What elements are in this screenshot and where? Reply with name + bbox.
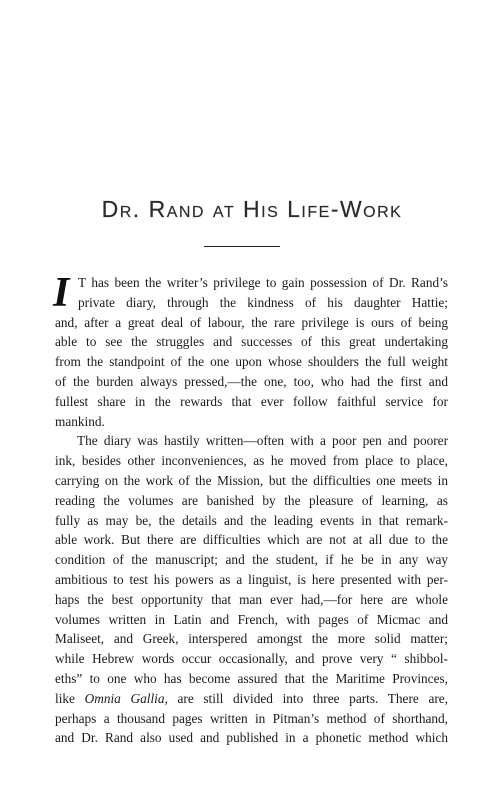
text-line: carrying on the work of the Mission, but the difficulties one meets in [55,472,448,488]
text-line: reading the volumes are banished by the pleasure of learning, as [55,492,448,508]
chapter-title: Dr. Rand at His Life-Work [101,196,403,222]
text-line: of the burden always pressed,—the one, too, who had the first and [55,373,448,389]
text-line: T has been the writer’s privilege to gain possession of Dr. Rand’s [78,275,448,290]
text-line: and, after a great deal of labour, the rare privilege is ours of being [55,314,448,330]
text-line: volumes written in Latin and French, with pages of Micmac and [55,611,448,627]
text-line: able work. But there are difficulties which are not at all due to the [55,532,448,548]
text-line: ambitious to test his powers as a linguist, is here presented with per- [55,571,448,587]
text-line: eths” to one who has become assured that the Maritime Provinces, [55,670,448,686]
drop-cap-initial: I [53,270,70,316]
text-line-mixed [55,689,448,709]
text-line: and Dr. Rand also used and published in a phonetic method which [55,730,448,746]
text-line: The diary was hastily written—often with a poor pen and poorer [77,433,448,449]
text-line: ink, besides other inconveniences, as he moved from place to place, [55,453,448,469]
text-segment: are still divided into three parts. There are, [177,690,448,706]
text-line: while Hebrew words occur occasionally, and prove very “ shibbol- [55,651,448,667]
italic-phrase: Omnia Gallia, [84,690,168,706]
text-line: fullest share in the rewards that ever follow faithful service for [55,393,448,409]
title-rule [204,246,280,247]
text-line: private diary, through the kindness of his daughter Hattie; [78,294,448,310]
text-line: condition of the manuscript; and the student, if he be in any way [55,552,448,568]
body-text [53,270,448,748]
text-segment: like [55,690,75,706]
text-line: Maliseet, and Greek, interspered amongst the more solid matter; [55,631,448,647]
text-line: able to see the struggles and successes of this great undertaking [55,334,448,350]
text-line: perhaps a thousand pages written in Pitman’s method of shorthand, [55,710,448,726]
text-line: haps the best opportunity that man ever had,—for here are whole [55,591,448,607]
text-line: mankind. [55,413,105,429]
text-line: fully as may be, the details and the leading events in that remark- [55,512,448,528]
text-line: from the standpoint of the one upon whose shoulders the full weight [55,354,448,370]
